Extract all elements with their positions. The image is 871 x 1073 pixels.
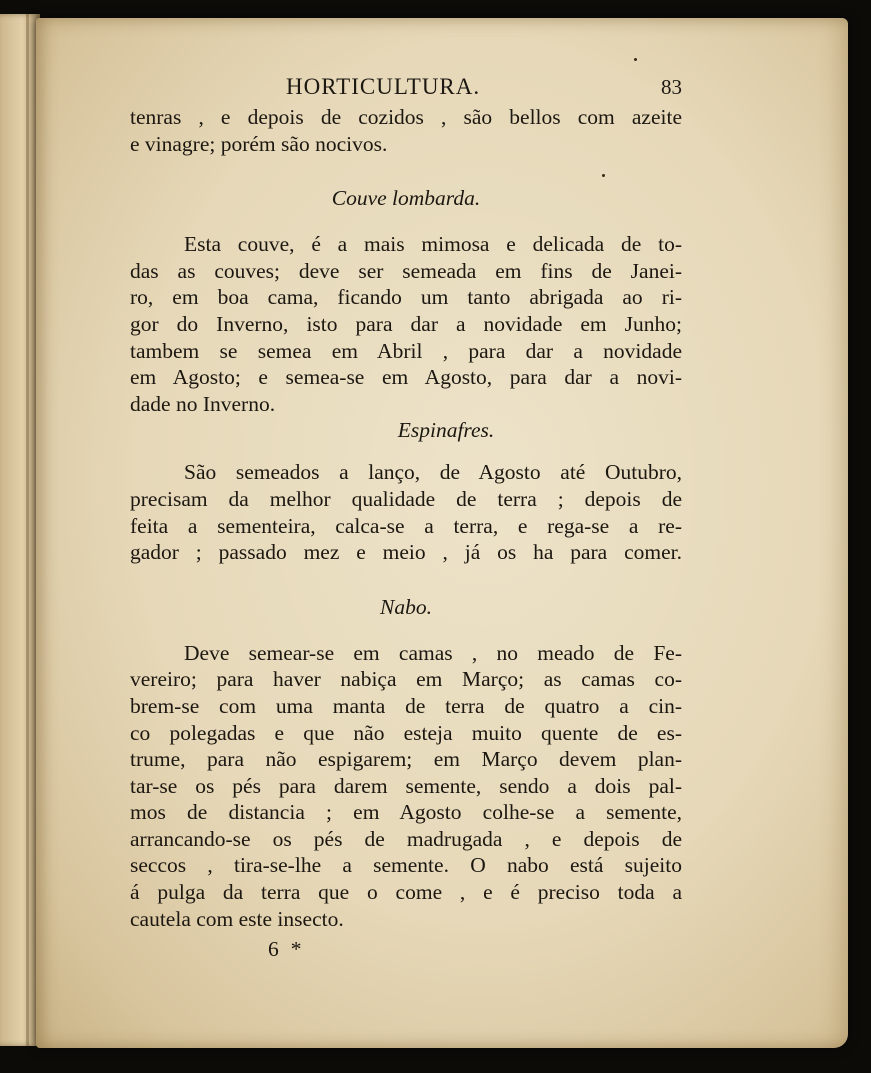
section-heading-espinafres: Espinafres. bbox=[397, 418, 495, 443]
signature-asterisk: * bbox=[290, 937, 302, 962]
text-line: e vinagre; porém são nocivos. bbox=[130, 131, 388, 156]
text-line: Esta couve, é a mais mimosa e delicada de to- bbox=[184, 232, 682, 257]
text-line: Deve semear-se em camas , no meado de Fe- bbox=[184, 640, 682, 665]
text-line: á pulga da terra que o come , e é preciso toda a bbox=[130, 880, 682, 905]
text-line: em Agosto; e semea-se em Agosto, para dar a novi- bbox=[130, 365, 682, 390]
text-line: precisam da melhor qualidade de terra ; depois de bbox=[130, 486, 682, 511]
running-head bbox=[130, 74, 682, 102]
text-line: co polegadas e que não esteja muito quente de es- bbox=[130, 720, 682, 745]
text-line: dade no Inverno. bbox=[130, 391, 276, 416]
page-number: 83 bbox=[661, 75, 682, 99]
paragraph-nabo bbox=[130, 640, 682, 933]
text-line: gor do Inverno, isto para dar a novidade em Junho; bbox=[130, 311, 682, 336]
signature-mark bbox=[130, 936, 682, 962]
text-line: feita a sementeira, calca-se a terra, e rega-se a re- bbox=[130, 513, 682, 538]
section-heading-couve-lombarda: Couve lombarda. bbox=[331, 186, 481, 211]
text-line: cautela com este insecto. bbox=[130, 906, 344, 931]
text-line: mos de distancia ; em Agosto colhe-se a semente, bbox=[130, 800, 682, 825]
text-line: tar-se os pés para darem semente, sendo a dois pal- bbox=[130, 773, 682, 798]
text-line: tenras , e depois de cozidos , são bellos com azeite bbox=[130, 105, 682, 129]
ink-speck bbox=[634, 58, 637, 61]
facing-page-edge bbox=[0, 14, 40, 1046]
text-line: trume, para não espigarem; em Março devem plan- bbox=[130, 747, 682, 772]
text-line: São semeados a lanço, de Agosto até Outubro, bbox=[184, 460, 682, 485]
text-line: vereiro; para haver nabiça em Março; as camas co- bbox=[130, 667, 682, 692]
text-line: seccos , tira-se-lhe a semente. O nabo está sujeito bbox=[130, 853, 682, 878]
section-heading-nabo: Nabo. bbox=[380, 594, 432, 619]
text-line: arrancando-se os pés de madrugada , e depois de bbox=[130, 826, 682, 851]
intro-paragraph bbox=[130, 104, 682, 157]
text-line: brem-se com uma manta de terra de quatro a cin- bbox=[130, 693, 682, 718]
text-line: gador ; passado mez e meio , já os ha para comer. bbox=[130, 540, 682, 565]
text-line: tambem se semea em Abril , para dar a novidade bbox=[130, 338, 682, 363]
running-title: HORTICULTURA. bbox=[286, 74, 481, 99]
text-line: ro, em boa cama, ficando um tanto abrigada ao ri- bbox=[130, 285, 682, 310]
facing-page-crease bbox=[26, 14, 29, 1046]
signature-number: 6 bbox=[268, 937, 279, 962]
text-line: das as couves; deve ser semeada em fins de Janei- bbox=[130, 258, 682, 283]
paragraph-couve-lombarda bbox=[130, 231, 682, 417]
page-text bbox=[130, 74, 682, 962]
paragraph-espinafres bbox=[130, 459, 682, 565]
